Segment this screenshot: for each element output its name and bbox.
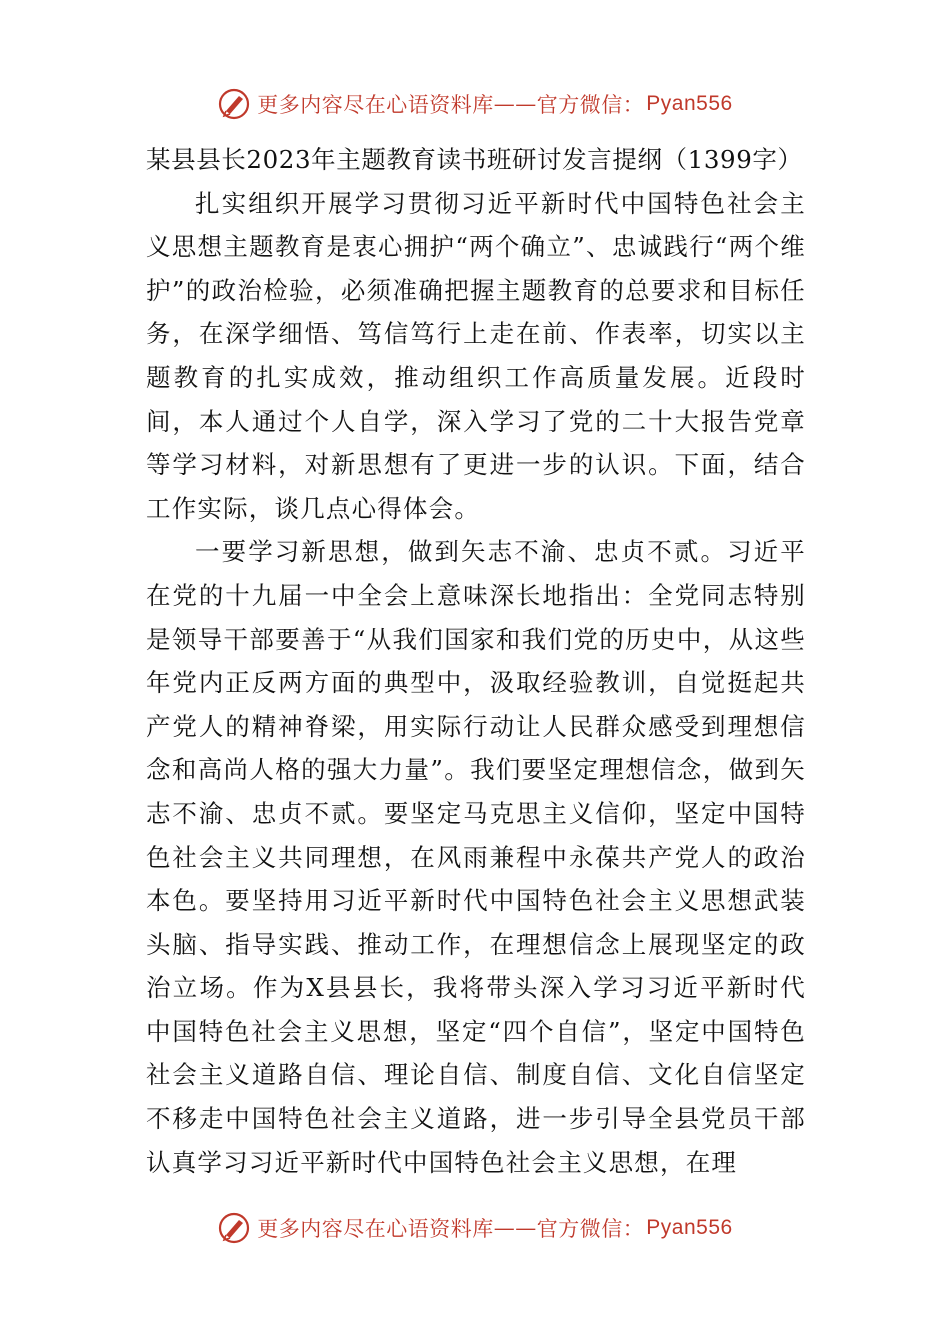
- watermark-account-label: 官方微信：: [536, 93, 645, 117]
- paragraph-point-one: 一要学习新思想，做到矢志不渝、忠贞不贰。习近平在党的十九届一中全会上意味深长地指出：全党同志特别是领导干部要善于“从我们国家和我们党的历史中，从这些年党内正反两方面的典型中，汲取经验教训，自觉挺起共产党人的精神脊梁，用实际行动让人民群众感受到理想信念和高尚人格的强大力量”。我们要坚定理想信念，做到矢志不渝、忠贞不贰。要坚定马克思主义信仰，坚定中国特色社会主义共同理想，在风雨兼程中永葆共产党人的政治本色。要坚持用习近平新时代中国特色社会主义思想武装头脑、指导实践、推动工作，在理想信念上展现坚定的政治立场。作为X县县长，我将带头深入学习习近平新时代中国特色社会主义思想，坚定“四个自信”，坚定中国特色社会主义道路自信、理论自信、制度自信、文化自信坚定不移走中国特色社会主义道路，进一步引导全县党员干部认真学习习近平新时代中国特色社会主义思想，在理: [146, 537, 806, 1177]
- document-title: 某县县长2023年主题教育读书班研讨发言提纲（1399字）: [146, 145, 803, 174]
- watermark-dash: —: [493, 92, 516, 116]
- watermark-dash-2: —: [515, 1216, 537, 1240]
- paragraph-intro: 扎实组织开展学习贯彻习近平新时代中国特色社会主义思想主题教育是衷心拥护“两个确立”、忠诚践行“两个维护”的政治检验，必须准确把握主题教育的总要求和目标任务，在深学细悟、笃信笃行上走在前、作表率，切实以主题教育的扎实成效，推动组织工作高质量发展。近段时间，本人通过个人自学，深入学习了党的二十大报告党章等学习材料，对新思想有了更进一步的认识。下面，结合工作实际，谈几点心得体会。: [146, 188, 806, 523]
- pen-logo-icon: [217, 87, 251, 121]
- watermark-account-id: Pyan556: [646, 1216, 733, 1239]
- document-body: [146, 138, 806, 1184]
- watermark-site-text: 更多内容尽在心语资料库: [257, 93, 494, 117]
- watermark-dash: —: [493, 1216, 516, 1240]
- pen-logo-icon: [217, 1211, 251, 1245]
- watermark-site-text: 更多内容尽在心语资料库: [257, 1217, 494, 1241]
- watermark-account-id: Pyan556: [646, 92, 733, 115]
- watermark-banner-bottom: [0, 1208, 950, 1248]
- watermark-account-label: 官方微信：: [536, 1217, 645, 1241]
- watermark-dash-2: —: [515, 92, 537, 116]
- watermark-banner-top: [0, 84, 950, 124]
